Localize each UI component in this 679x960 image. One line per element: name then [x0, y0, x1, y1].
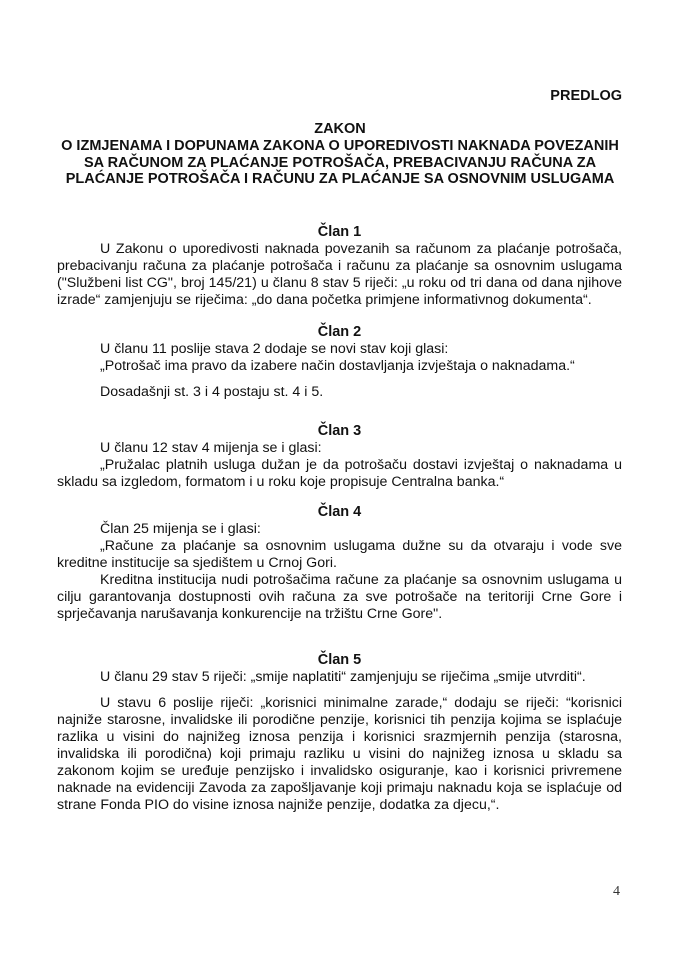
article-paragraph: U članu 29 stav 5 riječi: „smije naplatiti“ zamjenjuju se riječima „smije utvrditi“. — [100, 669, 586, 685]
article-heading: Član 3 — [317, 423, 362, 439]
article-heading: Član 5 — [317, 652, 362, 668]
article-2 — [57, 324, 622, 401]
article-4 — [57, 504, 622, 623]
article-paragraph: Član 25 mijenja se i glasi: — [100, 521, 261, 537]
article-3 — [57, 423, 622, 491]
article-heading: Član 4 — [317, 504, 362, 520]
article-paragraph: „Pružalac platnih usluga dužan je da potrošaču dostavi izvještaj o naknadama u skladu sa izgledom, formatom i u roku koje propisuje Centralna banka.“ — [57, 457, 622, 490]
article-paragraph: Dosadašnji st. 3 i 4 postaju st. 4 i 5. — [100, 384, 324, 400]
title-line: PLAĆANJE POTROŠAČA I RAČUNU ZA PLAĆANJE SA OSNOVNIM USLUGAMA — [65, 171, 615, 188]
article-paragraph: U stavu 6 poslije riječi: „korisnici minimalne zarade,“ dodaju se riječi: “korisnici najniže starosne, invalidske ili porodične penzije, korisnici tih penzija kojima se isplaćuje razlika u visini do najnižeg iznosa penzija i korisnici srazmjernih penzija (starosna, invalidska ili porodična) koji primaju razliku u visini do najnižeg iznosa u skladu sa zakonom kojim se uređuje penzijsko i invalidsko osiguranje, kao i korisnici privremene naknade na evidenciji Zavoda za zapošljavanje koji primaju naknadu koja se isplaćuje od strane Fonda PIO do visine iznosa najniže penzije, dodatka za djecu,“. — [57, 695, 622, 813]
law-title — [40, 121, 640, 188]
article-paragraph: „Potrošač ima pravo da izabere način dostavljanja izvještaja o naknadama.“ — [100, 358, 575, 374]
article-paragraph: Kreditna institucija nudi potrošačima račune za plaćanje sa osnovnim uslugama u cilju garantovanja dostupnosti ovih računa za sve potrošače na teritoriji Crne Gore i sprječavanja narušavanja konkurencije na tržištu Crne Gore". — [57, 572, 622, 622]
title-line: O IZMJENAMA I DOPUNAMA ZAKONA O UPOREDIVOSTI NAKNADA POVEZANIH — [61, 137, 619, 154]
article-heading: Član 2 — [317, 324, 362, 340]
article-1 — [57, 224, 622, 309]
article-5 — [57, 652, 622, 814]
article-paragraph: „Račune za plaćanje sa osnovnim uslugama dužne su da otvaraju i vode sve kreditne institucije sa sjedištem u Crnoj Gori. — [57, 538, 622, 571]
page-number: 4 — [613, 884, 620, 899]
title-heading: ZAKON — [314, 121, 366, 137]
article-heading: Član 1 — [317, 224, 362, 240]
article-paragraph: U članu 11 poslije stava 2 dodaje se novi stav koji glasi: — [100, 341, 449, 357]
article-paragraph: U Zakonu o uporedivosti naknada povezanih sa računom za plaćanje potrošača, prebacivanju računa za plaćanje potrošača i računu za plaćanje sa osnovnim uslugama ("Službeni list CG", broj 145/21) u članu 8 stav 5 riječi: „u roku od tri dana od dana njihove izrade“ zamjenjuju se riječima: „do dana početka primjene informativnog dokumenta“. — [57, 241, 622, 308]
article-paragraph: U članu 12 stav 4 mijenja se i glasi: — [100, 440, 322, 456]
title-line: SA RAČUNOM ZA PLAĆANJE POTROŠAČA, PREBACIVANJU RAČUNA ZA — [83, 154, 597, 171]
document-label: PREDLOG — [550, 88, 622, 104]
